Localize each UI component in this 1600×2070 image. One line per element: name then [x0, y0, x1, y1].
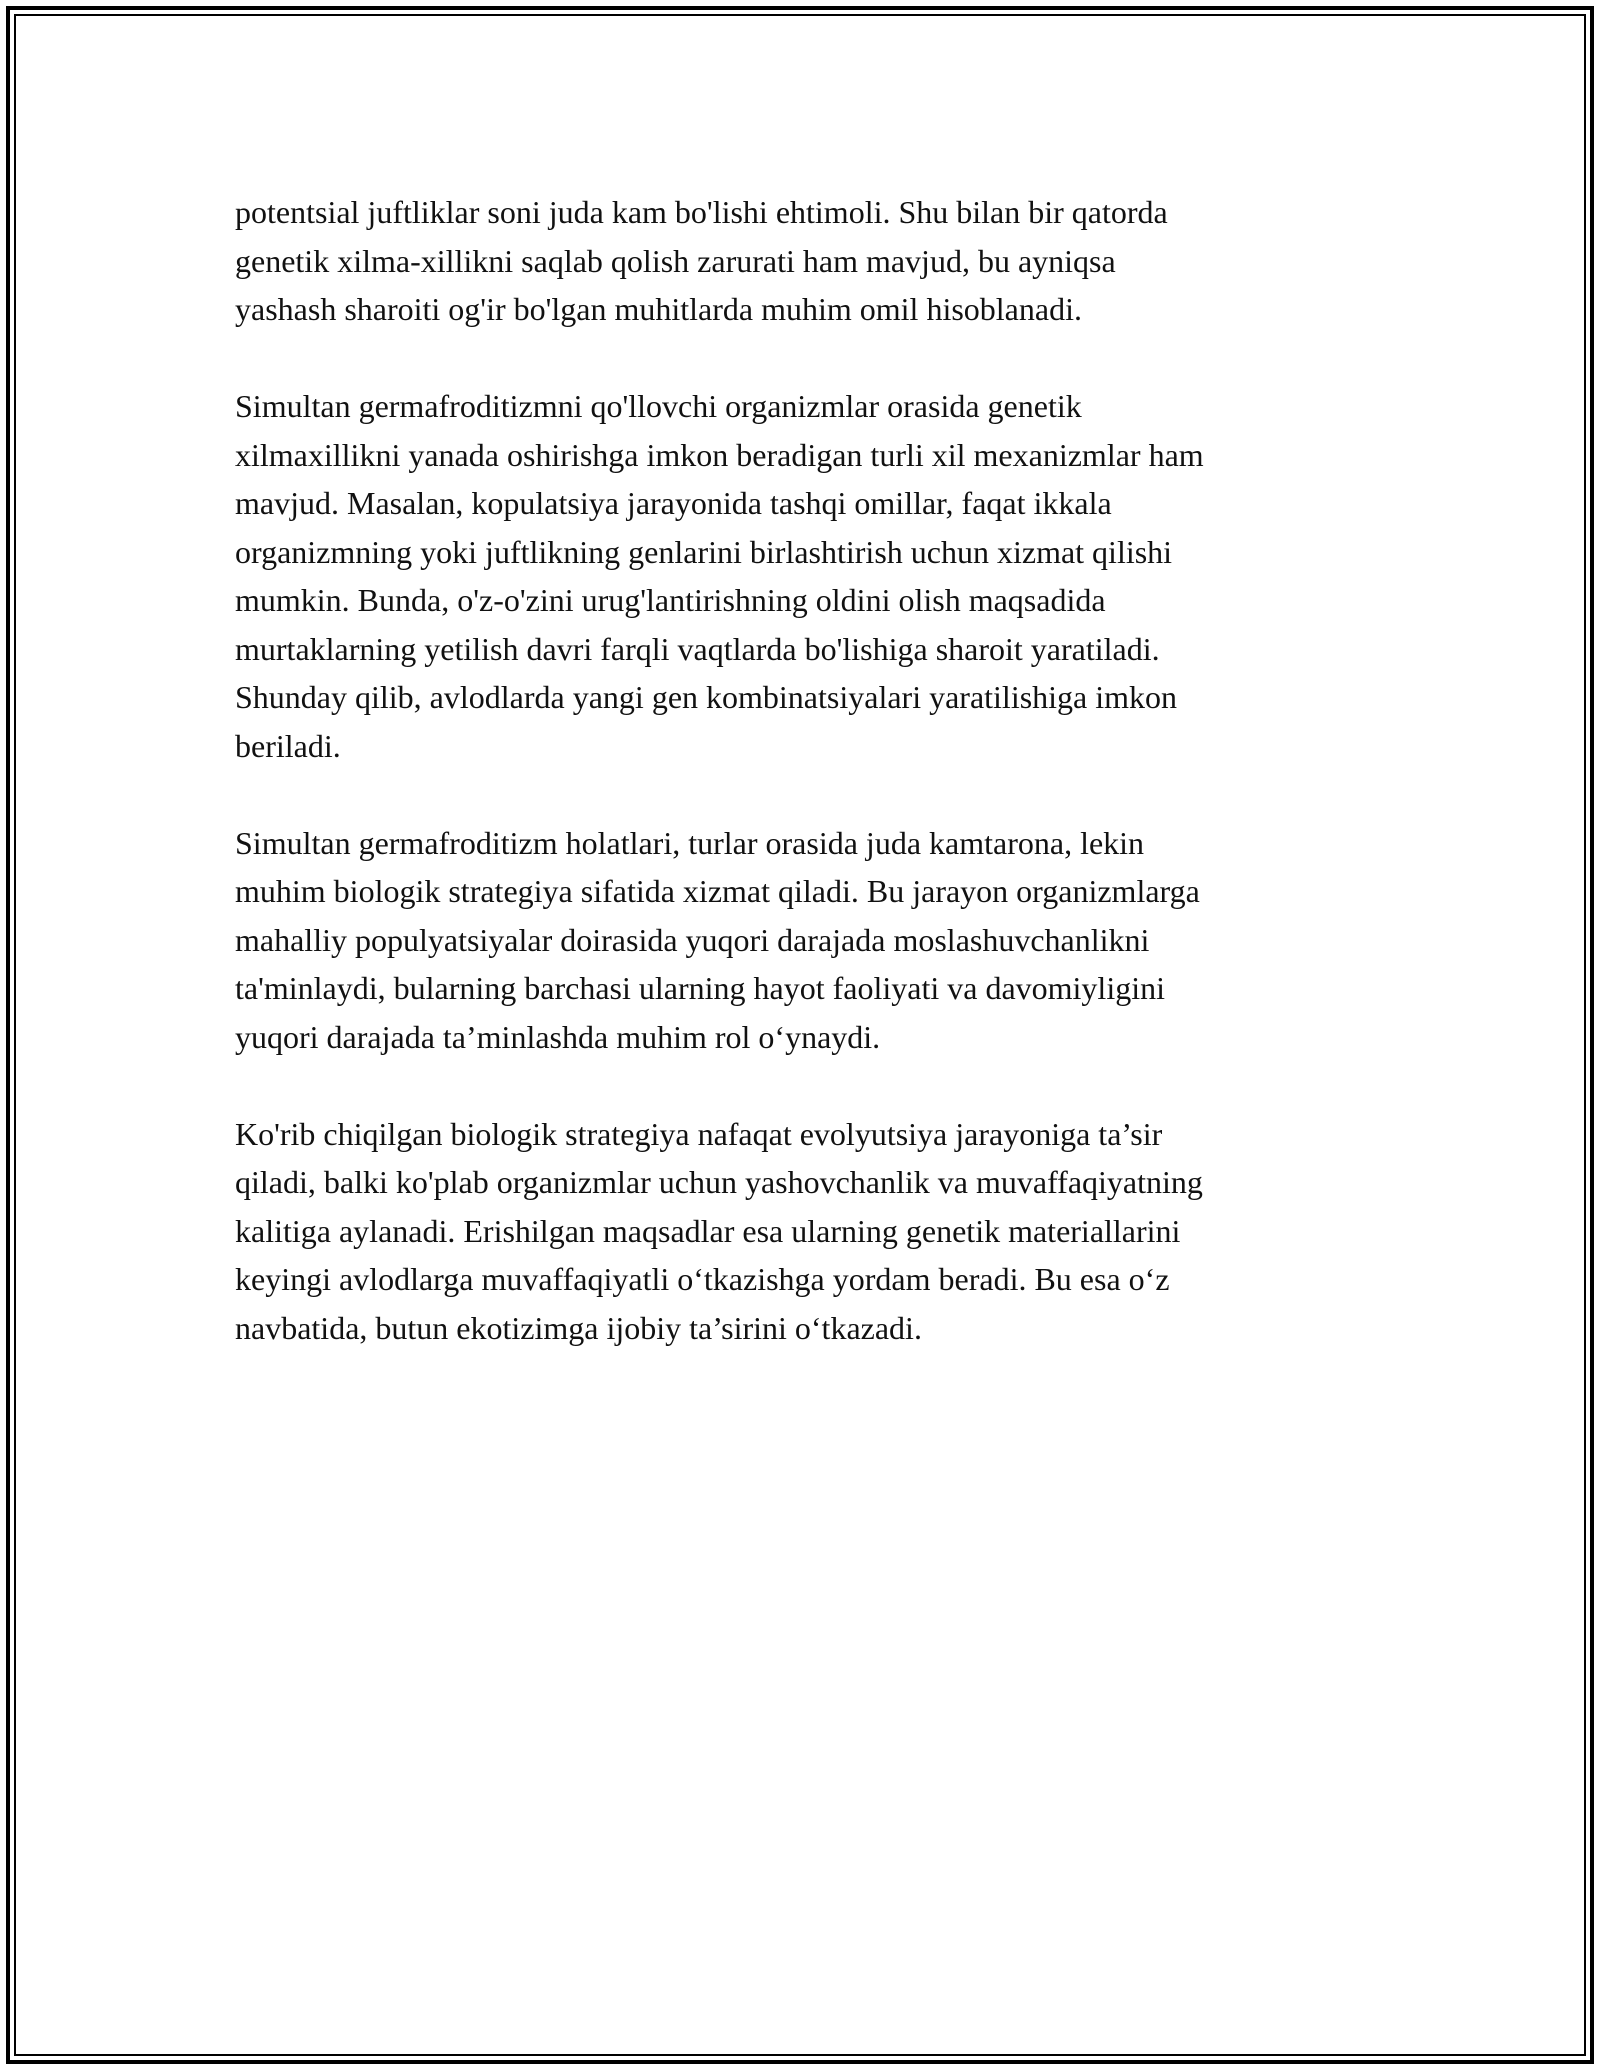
paragraph-4	[235, 1110, 1365, 1353]
paragraph-line: mavjud. Masalan, kopulatsiya jarayonida tashqi omillar, faqat ikkala	[235, 485, 1112, 521]
paragraph-1	[235, 188, 1365, 334]
paragraph-line: murtaklarning yetilish davri farqli vaqtlarda bo'lishiga sharoit yaratiladi.	[235, 630, 1160, 667]
paragraph-line: yashash sharoiti og'ir bo'lgan muhitlarda muhim omil hisoblanadi.	[235, 291, 1082, 327]
paragraph-line: ta'minlaydi, bularning barchasi ularning hayot faoliyati va davomiyligini	[235, 970, 1165, 1006]
paragraph-line: keyingi avlodlarga muvaffaqiyatli o‘tkazishga yordam beradi. Bu esa o‘z	[235, 1261, 1170, 1297]
paragraph-line: genetik xilma-xillikni saqlab qolish zarurati ham mavjud, bu ayniqsa	[235, 242, 1116, 279]
paragraph-line: Ko'rib chiqilgan biologik strategiya nafaqat evolyutsiya jarayoniga ta’sir	[235, 1115, 1163, 1152]
paragraph-line: mahalliy populyatsiyalar doirasida yuqori darajada moslashuvchanlikni	[235, 921, 1150, 958]
paragraph-line: Simultan germafroditizm holatlari, turlar orasida juda kamtarona, lekin	[235, 824, 1145, 861]
paragraph-line: beriladi.	[235, 727, 341, 764]
paragraph-line: mumkin. Bunda, o'z-o'zini urug'lantirishning oldini olish maqsadida	[235, 582, 1106, 618]
paragraph-line: Simultan germafroditizmni qo'llovchi organizmlar orasida genetik	[235, 388, 1082, 424]
paragraph-line: yuqori darajada ta’minlashda muhim rol o‘ynaydi.	[235, 1018, 881, 1055]
paragraph-line: Shunday qilib, avlodlarda yangi gen kombinatsiyalari yaratilishiga imkon	[235, 679, 1178, 715]
paragraph-line: potentsial juftliklar soni juda kam bo'lishi ehtimoli. Shu bilan bir qatorda	[235, 194, 1168, 230]
paragraph-3	[235, 819, 1365, 1062]
document-body	[235, 188, 1365, 1401]
paragraph-line: navbatida, butun ekotizimga ijobiy ta’sirini o‘tkazadi.	[235, 1309, 922, 1346]
paragraph-line: xilmaxillikni yanada oshirishga imkon beradigan turli xil mexanizmlar ham	[235, 436, 1204, 473]
paragraph-line: organizmning yoki juftlikning genlarini birlashtirish uchun xizmat qilishi	[235, 533, 1173, 570]
paragraph-line: muhim biologik strategiya sifatida xizmat qiladi. Bu jarayon organizmlarga	[235, 873, 1200, 909]
paragraph-line: qiladi, balki ko'plab organizmlar uchun yashovchanlik va muvaffaqiyatning	[235, 1164, 1203, 1200]
paragraph-2	[235, 382, 1365, 770]
paragraph-line: kalitiga aylanadi. Erishilgan maqsadlar esa ularning genetik materiallarini	[235, 1212, 1181, 1249]
